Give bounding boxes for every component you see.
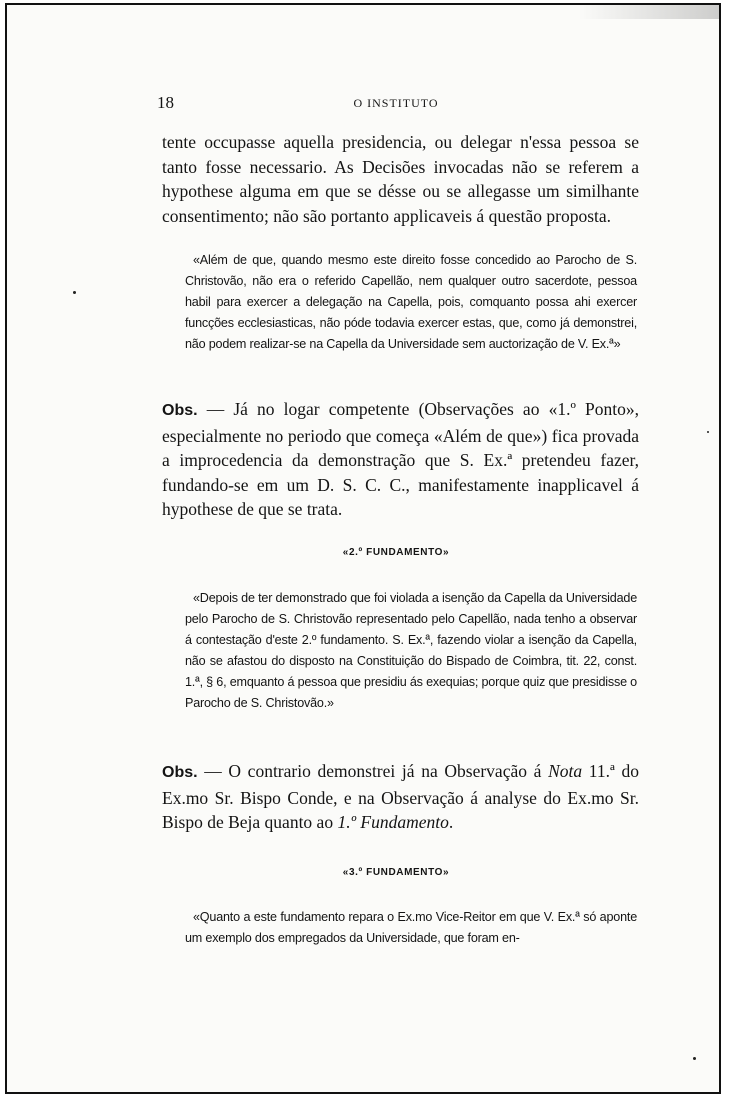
- observation-2: [162, 759, 639, 835]
- opening-paragraph-block: [162, 130, 639, 228]
- obs-label: Obs.: [162, 402, 198, 419]
- page-number: 18: [157, 93, 174, 112]
- obs-nota-italic: Nota: [548, 761, 583, 781]
- obs-text-c: .: [448, 812, 454, 832]
- quote-paragraph-3: «Quanto a este fundamento repara o Ex.mo Vice-Reitor em que V. Ex.ª só aponte um exemplo dos empregados da Universidade, que foram en-: [185, 910, 637, 945]
- ink-speck: [693, 1057, 696, 1060]
- book-page: [5, 3, 721, 1094]
- obs-fundamento-italic: 1.º Fundamento: [337, 812, 449, 832]
- opening-paragraph: tente occupasse aquella presidencia, ou delegar n'essa pessoa se tanto fosse necessario. As Decisões invocadas não se referem a hypothese alguma em que se désse ou se allegasse um similhante consentimento; não são portanto applicaveis á questão proposta.: [162, 132, 639, 226]
- ink-speck: [707, 431, 709, 433]
- observation-1: [162, 397, 639, 522]
- section-heading-3: «3.º FUNDAMENTO»: [342, 867, 450, 878]
- quote-paragraph-2: «Depois de ter demonstrado que foi violada a isenção da Capella da Universidade pelo Parocho de S. Christovão representado pelo Capellão, nada tenho a observar á contestação d'este 2.º fundamento. S. Ex.ª, fazendo violar a isenção da Capella, não se afastou do disposto na Constituição do Bispado de Coimbra, tit. 22, const. 1.ª, § 6, emquanto á pessoa que presidiu ás exequias; porque quiz que presidisse o Parocho de S. Christovão.»: [185, 591, 637, 710]
- obs-text-b: 11.ª do Ex.mo Sr. Bispo Conde, e na Observação á analyse do Ex.mo Sr. Bispo de Beja quanto ao: [162, 761, 639, 832]
- section-heading-2: «2.º FUNDAMENTO»: [342, 547, 450, 558]
- obs-text: — Já no logar competente (Observações ao «1.º Ponto», especialmente no periodo que começa «Além de que») fica provada a improcedencia da demonstração que S. Ex.ª pretendeu fazer, fundando-se em um D. S. C. C., manifestamente inapplicavel á hypothese de que se trata.: [162, 399, 639, 519]
- journal-title: O INSTITUTO: [353, 96, 439, 110]
- quote-paragraph-1: «Além de que, quando mesmo este direito fosse concedido ao Parocho de S. Christovão, não era o referido Capellão, nem qualquer outro sacerdote, pessoa habil para exercer a delegação na Capella, pois, comquanto possa ahi exercer funcções ecclesiasticas, não póde todavia exercer estas, que, como já demonstrei, não podem realizar-se na Capella da Universidade sem auctorização de V. Ex.ª»: [185, 253, 637, 351]
- obs-label: Obs.: [162, 764, 198, 781]
- ink-speck: [73, 291, 76, 294]
- scan-edge-shadow: [579, 5, 719, 19]
- running-header: [157, 93, 635, 115]
- obs-text-a: — O contrario demonstrei já na Observação á: [197, 761, 549, 781]
